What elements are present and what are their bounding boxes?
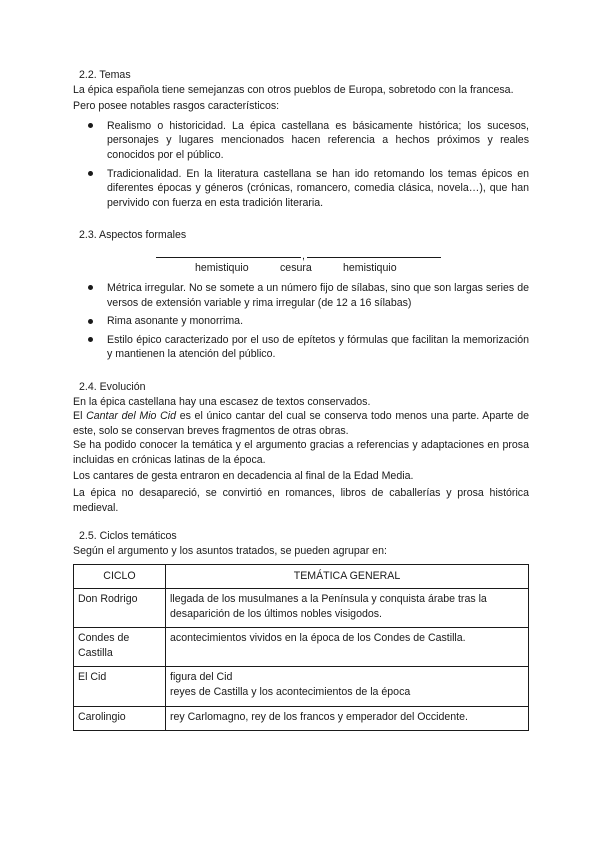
cell-tematica: acontecimientos vividos en la época de los Condes de Castilla. (166, 628, 529, 667)
list-item: Rima asonante y monorrima. (107, 314, 529, 329)
table-row (74, 706, 529, 731)
table-row (74, 589, 529, 628)
paragraph: Pero posee notables rasgos característicos: (73, 100, 280, 113)
cell-ciclo: Don Rodrigo (74, 589, 166, 628)
column-header-ciclo: CICLO (74, 565, 166, 589)
list-item: Métrica irregular. No se somete a un número fijo de sílabas, sino que son largas series de versos de extensión variable y rima irregular (de 12 a 16 sílabas) (107, 281, 529, 309)
bullet-list (73, 281, 529, 362)
work-title-cantar-mio-cid: Cantar del Mio Cid (86, 410, 177, 423)
cell-line: figura del Cid (170, 671, 233, 684)
list-item: Estilo épico caracterizado por el uso de epítetos y fórmulas que facilitan la memorización y mantienen la atención del público. (107, 333, 529, 361)
section-title-evolucion: 2.4. Evolución (79, 380, 146, 393)
cell-tematica (166, 667, 529, 706)
verse-diagram (73, 245, 529, 279)
table-header-row (74, 565, 529, 589)
hemistich-line-right (307, 257, 441, 258)
cell-tematica: llegada de los musulmanes a la Península y conquista árabe tras la desaparición de los últimos nobles visigodos. (166, 589, 529, 628)
table-row (74, 667, 529, 706)
paragraph: Se ha podido conocer la temática y el argumento gracias a referencias y adaptaciones en prosa incluidas en crónicas latinas de la época. (73, 439, 529, 466)
document-content (73, 68, 529, 731)
caesura-comma: , (302, 249, 305, 262)
cell-ciclo: Condes de Castilla (74, 628, 166, 667)
hemistich-label-right: hemistiquio (343, 261, 397, 274)
cell-line: reyes de Castilla y los acontecimientos de la época (170, 686, 411, 698)
ciclos-table (73, 564, 529, 731)
table-row (74, 628, 529, 667)
caesura-label: cesura (280, 261, 312, 274)
cell-tematica: rey Carlomagno, rey de los francos y emperador del Occidente. (166, 706, 529, 731)
paragraph: Los cantares de gesta entraron en decadencia al final de la Edad Media. (73, 470, 414, 483)
list-item: Tradicionalidad. En la literatura castellana se han ido retomando los temas épicos en diferentes épocas y géneros (crónicas, romancero, comedia clásica, novela…), que han pervivido con fuerza en esta tradición literaria. (107, 167, 529, 209)
list-item: Realismo o historicidad. La épica castellana es básicamente histórica; los sucesos, personajes y lugares mencionados hacen referencia a hechos próximos y reales conocidos por el público. (107, 119, 529, 161)
hemistich-line-left (156, 257, 301, 258)
cell-ciclo: Carolingio (74, 706, 166, 731)
cell-ciclo: El Cid (74, 667, 166, 706)
hemistich-label-left: hemistiquio (195, 261, 249, 274)
paragraph: El Cantar del Mio Cid es el único cantar del cual se conserva todo menos una parte. Aparte de este, solo se conservan breves fragmentos de otras obras. (73, 410, 529, 437)
paragraph: La épica no desapareció, se convirtió en romances, libros de caballerías y prosa histórica medieval. (73, 487, 529, 514)
paragraph: En la épica castellana hay una escasez de textos conservados. (73, 395, 371, 408)
column-header-tematica: TEMÁTICA GENERAL (166, 565, 529, 589)
section-title-ciclos-tematicos: 2.5. Ciclos temáticos (79, 530, 177, 543)
bullet-list (73, 119, 529, 211)
section-title-aspectos-formales: 2.3. Aspectos formales (79, 229, 187, 242)
paragraph: La épica española tiene semejanzas con otros pueblos de Europa, sobretodo con la francesa. (73, 83, 514, 96)
section-title-temas: 2.2. Temas (79, 69, 131, 81)
paragraph: Según el argumento y los asuntos tratados, se pueden agrupar en: (73, 544, 387, 557)
